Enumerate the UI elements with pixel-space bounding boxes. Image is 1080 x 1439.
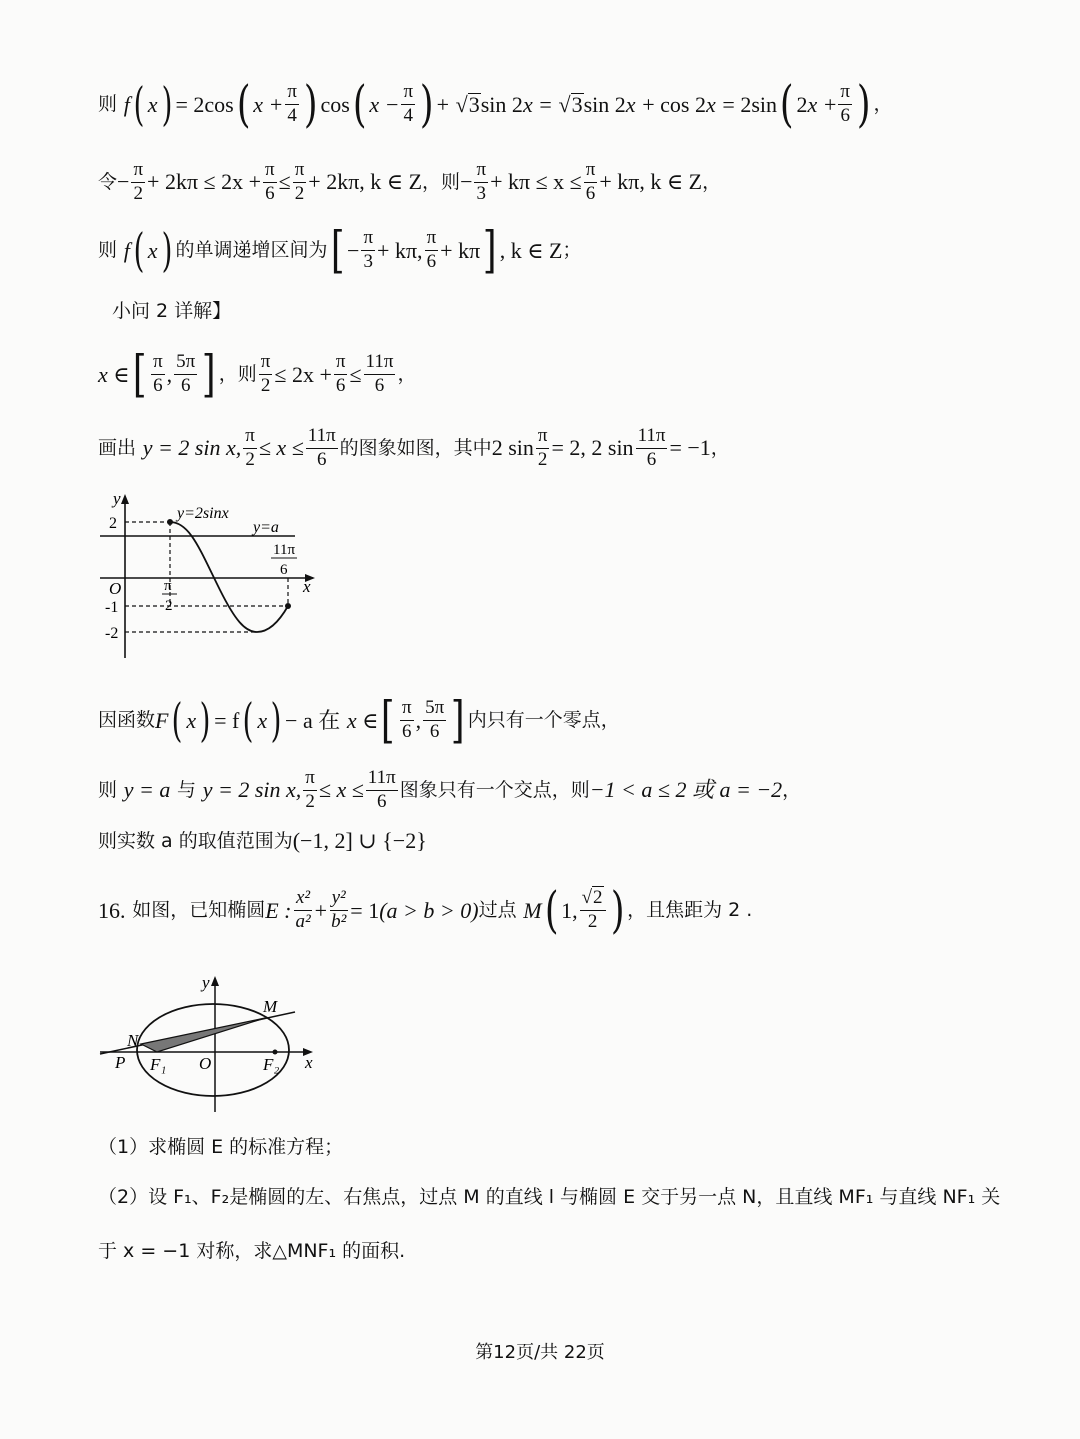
sine-curve [170,522,288,632]
label-O: O [199,1054,212,1073]
tick-pi-over-2-num: π [164,578,172,594]
sine-graph-figure [95,490,325,662]
tick-neg2: -2 [105,625,119,642]
graph-description-line: 画出 y = 2 sin x, $\frac{\pi}{2}$ ≤ x ≤ $\frac{11\pi}{6}$ 的图象如图，其中 2 sin $\frac{\pi}{2}$ = 2, 2 sin $\frac{11\pi}{6}$ = −1 ， [98,425,730,470]
equation-f-simplify: 则 f ( x ) = 2cos ( x + $\frac{\pi}{4}$ ) cos ( x − $\frac{\pi}{4}$ ) + √ 3 sin 2 x = √ 3 sin 2 x + cos 2 x = 2sin ( 2 x + $\frac{\pi}{6}$ ) ， [98,75,893,133]
fraction-pi-4b: $\frac{\pi}{4}$ [403,81,414,126]
label-F2: F₂ [263,1055,280,1074]
tick-11pi-over-6-den: 6 [280,562,288,578]
inequality-line: 令 − $\frac{\pi}{2}$ + 2kπ ≤ 2x + $\frac{\pi}{6}$ ≤ $\frac{\pi}{2}$ + 2kπ, k ∈ Z ，则 − $\frac{\pi}{3}$ + kπ ≤ x ≤ $\frac{\pi}{6}$ + kπ, k ∈ Z ， [98,159,722,204]
problem-16-statement: 16. 如图，已知椭圆 E : $\frac{\text{x²}}{\text{a²}}$ + $\frac{\text{y²}}{\text{b²}}$ = 1 (a > b > 0) 过点 M ( 1, $\frac{√2}{2}$ ) ，且焦距为 2 . [98,881,753,939]
focus-F2 [273,1050,278,1055]
line-label: y=a [253,519,279,536]
zero-condition-line: 因函数 F ( x ) = f ( x ) − a 在 x ∈ [ $\frac{\pi}{6}$ , $\frac{5\pi}{6}$ ] 内只有一个零点， [98,691,620,749]
domain-line: x ∈ [ $\frac{\pi}{6}$ , $\frac{5\pi}{6}$ ] ，则 $\frac{\pi}{2}$ ≤ 2x + $\frac{\pi}{6}$ ≤ $\frac{11\pi}{6}$ ， [98,345,417,403]
label-P: P [115,1053,126,1072]
question-2-part-b: 于 x = −1 对称，求△MNF₁ 的面积. [98,1240,406,1262]
answer-range-line: 则实数 a 的取值范围为 (−1, 2] ∪ {−2} [98,828,427,853]
question-1: （1）求椭圆 E 的标准方程； [98,1136,344,1158]
end-point [285,603,291,609]
tick-neg1: -1 [105,599,119,616]
y-axis-arrow-icon [121,494,129,504]
question-2-part-a: （2）设 F₁、F₂是椭圆的左、右焦点，过点 M 的直线 l 与椭圆 E 交于另一点 N，且直线 MF₁ 与直线 NF₁ 关 [98,1186,1001,1208]
label-x: x [305,1053,313,1072]
label-y: y [202,973,210,992]
page-footer: 第12页/共 22页 [475,1342,605,1363]
label-N: N [127,1031,139,1050]
x-axis-label: x [303,577,311,596]
tick-pi-over-2-den: 2 [165,598,173,614]
y-axis-arrow-icon [211,976,219,986]
function-label: y=2sinx [177,505,229,522]
fraction-pi-6: $\frac{\pi}{6}$ [840,81,850,126]
increasing-interval-line: 则 f ( x ) 的单调递增区间为 [ − $\frac{\pi}{3}$ + kπ, $\frac{\pi}{6}$ + kπ ] , k ∈ Z ； [98,221,582,279]
tick-11pi-over-6-num: 11π [273,542,296,558]
start-point [167,519,173,525]
subquestion-2-heading: 小问 2 详解】 [112,300,232,322]
label-M: M [263,997,278,1016]
ellipse-figure [95,968,325,1114]
origin-label: O [109,579,122,598]
triangle-MNF1 [141,1018,265,1052]
fraction-pi-4a: $\frac{\pi}{4}$ [287,81,297,126]
intersection-line: 则 y = a 与 y = 2 sin x, $\frac{\pi}{2}$ ≤ x ≤ $\frac{11\pi}{6}$ 图象只有一个交点，则 −1 < a ≤ 2 或 a = −2 ， [98,767,802,812]
y-axis-label: y [113,490,121,508]
label-F1: F₁ [150,1055,167,1074]
tick-2: 2 [109,515,117,532]
